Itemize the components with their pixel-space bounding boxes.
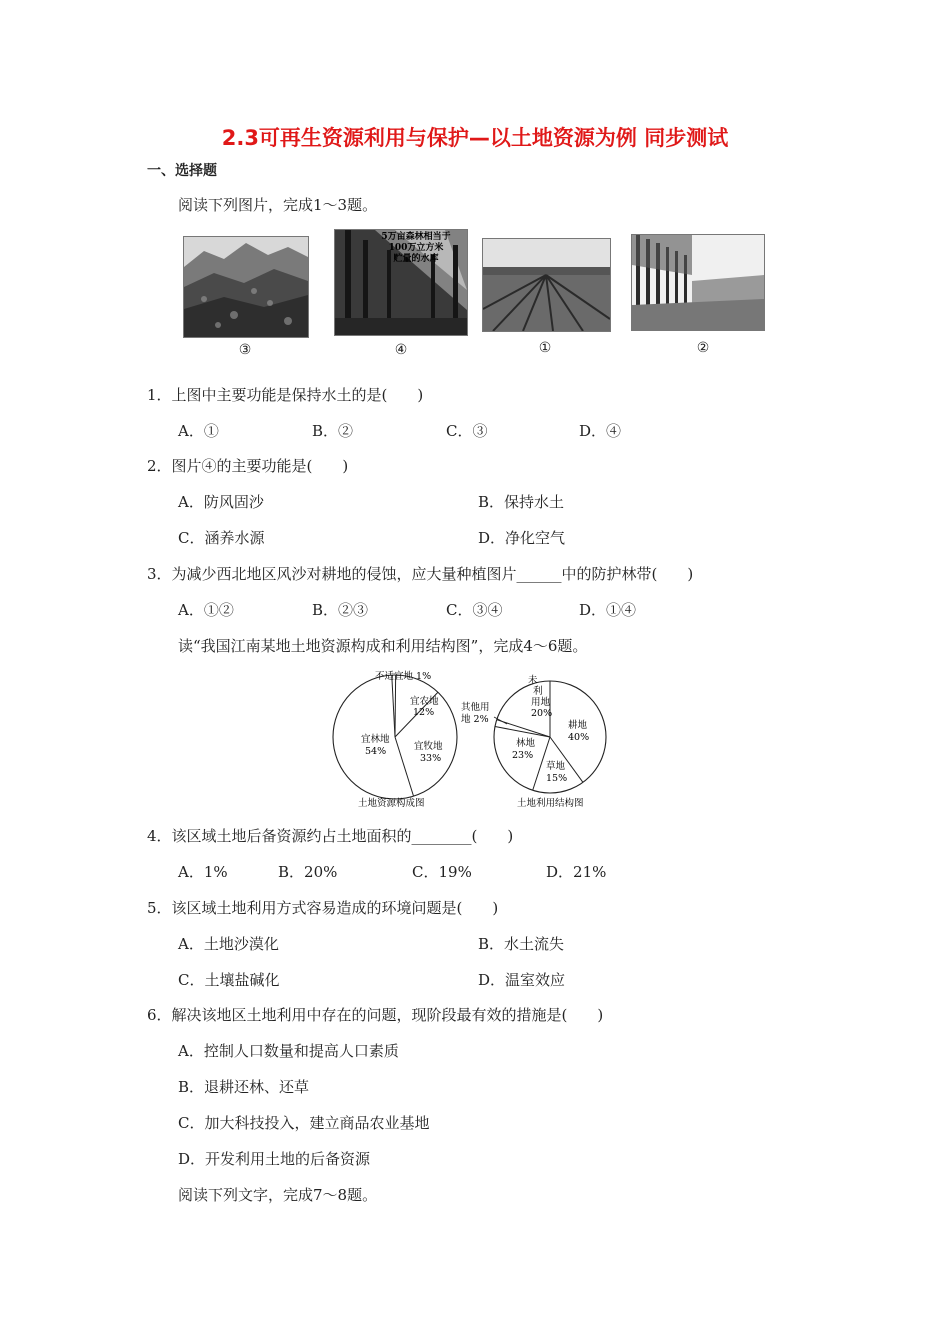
photo4-caption-line1: 5万亩森林相当于 (381, 232, 451, 242)
question-1-option-c: C．③ (446, 422, 488, 440)
photo2-label: ② (696, 340, 710, 356)
question-5-stem: 5．该区域土地利用方式容易造成的环境问题是( ) (147, 899, 499, 917)
question-6-option-a: A．控制人口数量和提高人口素质 (178, 1042, 399, 1060)
question-2-option-a: A．防风固沙 (178, 493, 264, 511)
pie1-slice-boundary-宜农地 (395, 675, 396, 737)
pie-charts-figure (330, 662, 630, 814)
question-1-stem: 1．上图中主要功能是保持水土的是( ) (147, 386, 424, 404)
question-1-option-d: D．④ (579, 422, 622, 440)
question-5-option-b: B．水土流失 (478, 935, 565, 953)
photo-forest-sunlight (334, 229, 468, 336)
pie2-label-other-line2: 地 2% (461, 714, 489, 725)
question-3-option-a: A．①② (178, 601, 234, 619)
question-6-option-c: C．加大科技投入，建立商品农业基地 (178, 1114, 430, 1132)
intro-text-1: 阅读下列图片，完成1～3题。 (178, 196, 378, 214)
photo-farmland-windbreak (482, 238, 611, 332)
pie2-label-forest-name: 林地 (516, 738, 536, 749)
question-2-option-d: D．净化空气 (478, 529, 566, 547)
pie1-label-farm-pct: 12% (413, 707, 435, 718)
photo4-label: ④ (394, 342, 408, 358)
pie2-label-unused-pct: 20% (531, 708, 553, 719)
pie1-slice-boundary-宜林地 (395, 737, 414, 796)
question-3-option-d: D．①④ (579, 601, 637, 619)
photo-mountain-vegetation (183, 236, 309, 338)
pie1-label-forest-pct: 54% (365, 746, 387, 757)
page-title: 2.3可再生资源利用与保护—以土地资源为例 同步测试 (221, 126, 729, 150)
question-5-option-c: C．土壤盐碱化 (178, 971, 280, 989)
question-4-option-b: B．20% (278, 863, 338, 881)
pie2-label-forest-pct: 23% (512, 750, 534, 761)
question-4-option-a: A．1% (178, 863, 228, 881)
photo4-caption-line3: 贮量的水库 (393, 254, 439, 264)
pie2-label-farm-pct: 40% (568, 732, 590, 743)
question-6-stem: 6．解决该地区土地利用中存在的问题，现阶段最有效的措施是( ) (147, 1006, 604, 1024)
intro-text-2: 读“我国江南某地土地资源构成和利用结构图”，完成4～6题。 (178, 637, 588, 655)
pie2-label-farm-name: 耕地 (568, 720, 588, 731)
pie1-label-farm-name: 宜农地 (410, 696, 439, 707)
pie2-label-unused-line3: 用地 (531, 697, 551, 708)
question-3-stem: 3．为减少西北地区风沙对耕地的侵蚀，应大量种植图片______中的防护林带( ) (147, 565, 694, 583)
section-heading: 一、选择题 (147, 163, 217, 179)
question-2-option-c: C．涵养水源 (178, 529, 265, 547)
photo3-label: ③ (238, 342, 252, 358)
pie-chart-land-resources (333, 675, 457, 799)
question-4-option-d: D．21% (546, 863, 607, 881)
pie2-label-grass-pct: 15% (546, 773, 568, 784)
question-1-option-a: A．① (178, 422, 219, 440)
pie1-label-pasture-name: 宜牧地 (414, 741, 443, 752)
pie1-label-unsuitable: 不适宜地 1% (375, 671, 432, 682)
question-1-option-b: B．② (312, 422, 354, 440)
pie1-label-forest-name: 宜林地 (361, 734, 390, 745)
pie2-label-unused-line1: 未 (528, 675, 538, 686)
question-2-stem: 2．图片④的主要功能是( ) (147, 457, 349, 475)
question-6-option-b: B．退耕还林、还草 (178, 1078, 310, 1096)
question-3-option-b: B．②③ (312, 601, 369, 619)
pie1-slice-boundary-不适宜地 (392, 675, 395, 737)
pie2-label-unused-line2: 利 (533, 686, 543, 697)
question-6-option-d: D．开发利用土地的后备资源 (178, 1150, 371, 1168)
pie1-title: 土地资源构成图 (358, 798, 425, 809)
pie2-title: 土地利用结构图 (517, 798, 584, 809)
photo4-caption-line2: 100万立方米 (388, 243, 444, 253)
question-4-stem: 4．该区域土地后备资源约占土地面积的________( ) (147, 827, 514, 845)
question-5-option-d: D．温室效应 (478, 971, 566, 989)
pie2-label-grass-name: 草地 (546, 761, 566, 772)
question-4-option-c: C．19% (412, 863, 472, 881)
intro-text-3: 阅读下列文字，完成7～8题。 (178, 1186, 378, 1204)
question-5-option-a: A．土地沙漠化 (178, 935, 279, 953)
photo-poplar-shelterbelt (631, 234, 765, 331)
pie1-label-pasture-pct: 33% (420, 753, 442, 764)
pie2-label-other-line1: 其他用 (461, 702, 490, 713)
question-2-option-b: B．保持水土 (478, 493, 565, 511)
photo1-label: ① (538, 340, 552, 356)
question-3-option-c: C．③④ (446, 601, 503, 619)
